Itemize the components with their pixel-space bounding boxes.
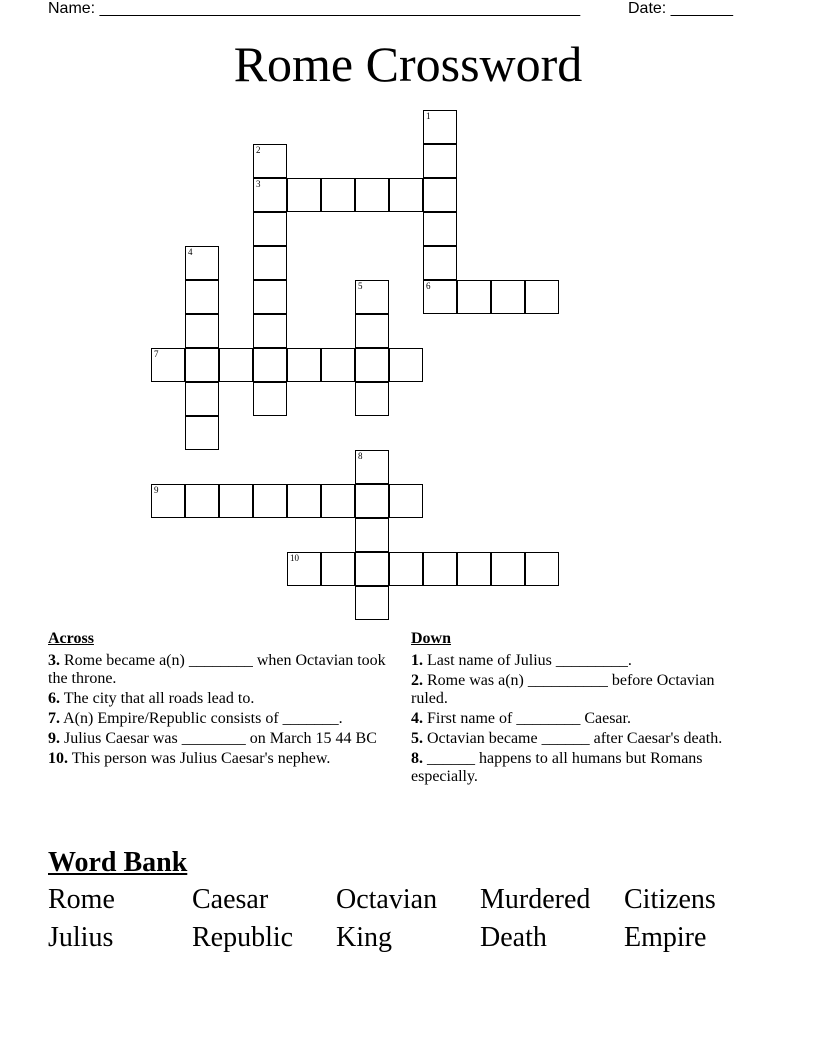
grid-cell[interactable] [321, 552, 355, 586]
word-bank-item: Octavian [336, 884, 438, 915]
grid-cell[interactable] [253, 484, 287, 518]
word-bank-item: Julius [48, 922, 114, 953]
grid-cell[interactable] [287, 484, 321, 518]
grid-cell[interactable] [355, 586, 389, 620]
clue-across-9: 9. Julius Caesar was ________ on March 15 44 BC [48, 730, 377, 747]
across-heading: Across [48, 630, 94, 647]
clue-down-2: 2. Rome was a(n) __________ before Octavian ruled. [411, 672, 715, 707]
grid-cell[interactable] [355, 348, 389, 382]
grid-cell[interactable] [491, 552, 525, 586]
clue-number: 8 [358, 451, 363, 461]
grid-cell[interactable] [389, 484, 423, 518]
down-heading: Down [411, 630, 452, 647]
clue-down-5: 5. Octavian became ______ after Caesar's death. [411, 730, 723, 747]
grid-cell[interactable] [355, 450, 389, 484]
grid-cell[interactable] [355, 382, 389, 416]
grid-cell[interactable] [253, 212, 287, 246]
clue-across-3: 3. Rome became a(n) ________ when Octavian took the throne. [48, 652, 386, 687]
grid-cell[interactable] [423, 178, 457, 212]
grid-cell[interactable] [321, 178, 355, 212]
word-bank-item: Death [480, 922, 547, 953]
grid-cell[interactable] [389, 178, 423, 212]
word-bank-item: Caesar [192, 884, 269, 915]
grid-cell[interactable] [185, 246, 219, 280]
grid-cell[interactable] [355, 280, 389, 314]
grid-cell[interactable] [389, 552, 423, 586]
grid-cell[interactable] [423, 280, 457, 314]
clue-across-10: 10. This person was Julius Caesar's nephew. [48, 750, 331, 767]
word-bank-item: Citizens [624, 884, 716, 915]
grid-cell[interactable] [219, 348, 253, 382]
word-bank-item: Murdered [480, 884, 591, 915]
grid-cell[interactable] [287, 552, 321, 586]
clue-down-4: 4. First name of ________ Caesar. [411, 710, 631, 727]
grid-cell[interactable] [287, 178, 321, 212]
grid-cell[interactable] [185, 416, 219, 450]
grid-cell[interactable] [253, 348, 287, 382]
header [48, 0, 748, 20]
page-title: Rome Crossword [233, 36, 583, 92]
grid-cell[interactable] [185, 348, 219, 382]
grid-cell[interactable] [525, 280, 559, 314]
grid-cell[interactable] [185, 484, 219, 518]
grid-cell[interactable] [423, 212, 457, 246]
grid-cell[interactable] [457, 280, 491, 314]
clue-number: 9 [154, 485, 159, 495]
word-bank-item: Empire [624, 922, 707, 953]
grid-cell[interactable] [423, 552, 457, 586]
grid-cell[interactable] [355, 552, 389, 586]
grid-cell[interactable] [457, 552, 491, 586]
grid-cell[interactable] [185, 314, 219, 348]
grid-cell[interactable] [151, 348, 185, 382]
grid-cell[interactable] [287, 348, 321, 382]
word-bank [48, 882, 768, 956]
grid-cell[interactable] [525, 552, 559, 586]
grid-cell[interactable] [151, 484, 185, 518]
clue-number: 5 [358, 281, 363, 291]
clue-number: 7 [154, 349, 159, 359]
word-bank-item: Republic [192, 922, 294, 953]
grid-cell[interactable] [185, 280, 219, 314]
grid-cell[interactable] [355, 314, 389, 348]
grid-cell[interactable] [253, 178, 287, 212]
clue-number: 10 [290, 553, 299, 563]
grid-cell[interactable] [253, 144, 287, 178]
word-bank-item: King [336, 922, 392, 953]
word-bank-title: Word Bank [48, 847, 188, 878]
grid-cell[interactable] [423, 246, 457, 280]
grid-cell[interactable] [355, 484, 389, 518]
clue-across-7: 7. A(n) Empire/Republic consists of _______. [48, 710, 343, 727]
clue-down-1: 1. Last name of Julius _________. [411, 652, 632, 669]
grid-cell[interactable] [389, 348, 423, 382]
grid-cell[interactable] [219, 484, 253, 518]
clue-across-6: 6. The city that all roads lead to. [48, 690, 255, 707]
clue-number: 2 [256, 145, 261, 155]
clue-number: 6 [426, 281, 431, 291]
across-clues [48, 630, 388, 770]
grid-cell[interactable] [321, 348, 355, 382]
grid-cell[interactable] [423, 144, 457, 178]
word-bank-item: Rome [48, 884, 115, 915]
grid-cell[interactable] [355, 178, 389, 212]
grid-cell[interactable] [253, 382, 287, 416]
grid-cell[interactable] [185, 382, 219, 416]
grid-cell[interactable] [355, 518, 389, 552]
grid-cell[interactable] [321, 484, 355, 518]
date-line[interactable]: Date: _______ [628, 0, 733, 17]
down-clues [411, 630, 751, 788]
name-line[interactable]: Name: ______________________________________________________ [48, 0, 581, 17]
grid-cell[interactable] [253, 314, 287, 348]
grid-cell[interactable] [423, 110, 457, 144]
grid-cell[interactable] [253, 246, 287, 280]
clue-down-8: 8. ______ happens to all humans but Romans especially. [411, 750, 703, 785]
grid-cell[interactable] [253, 280, 287, 314]
grid-cell[interactable] [491, 280, 525, 314]
clue-number: 3 [256, 179, 261, 189]
clue-number: 4 [188, 247, 193, 257]
clue-number: 1 [426, 111, 431, 121]
